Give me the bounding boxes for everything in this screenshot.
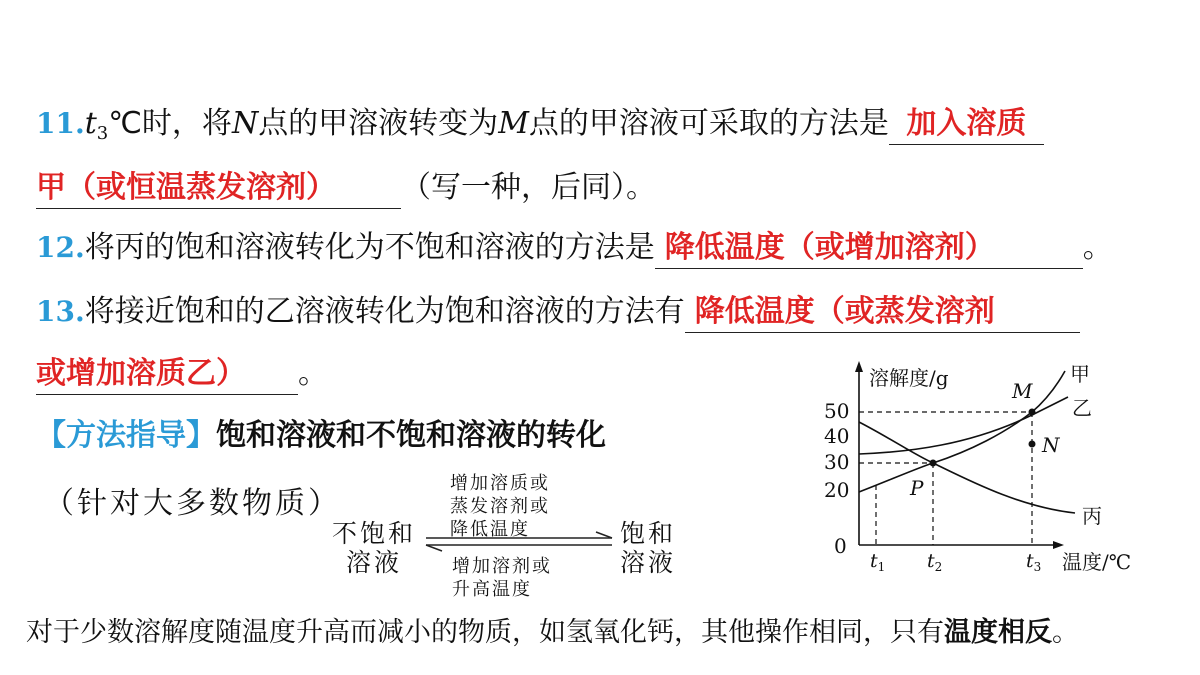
point-p-label: P (910, 476, 924, 500)
q11-line2 (36, 168, 656, 209)
note-end: 。 (1052, 617, 1079, 648)
q11-point-n: N (231, 106, 259, 141)
q11-text-2: 点的甲溶液转变为 (258, 106, 499, 141)
point-n-label: N (1042, 433, 1060, 457)
saturated-label-2: 溶液 (620, 548, 677, 577)
backward-condition-2: 升高温度 (452, 579, 532, 600)
backward-arrow-head (426, 545, 442, 551)
y-axis-arrow (855, 361, 863, 372)
point-m-label: M (1012, 379, 1033, 403)
q12-number: 12. (36, 231, 85, 264)
x-tick-t1: $t_1$ (870, 550, 886, 574)
q11-answer-1: 加入溶质 (889, 104, 1044, 145)
q11-answer-2: 甲（或恒温蒸发溶剂） (36, 168, 401, 209)
method-heading (36, 416, 606, 456)
y-tick-30: 30 (824, 450, 850, 474)
q13-text: 将接近饱和的乙溶液转化为饱和溶液的方法有 (84, 294, 685, 329)
forward-arrow-head (596, 532, 612, 538)
q11-text-1: ℃时，将 (108, 106, 232, 141)
point-m-marker (1029, 409, 1036, 416)
series-label-bing: 丙 (1082, 504, 1102, 528)
unsaturated-label-1: 不饱和 (332, 519, 417, 548)
q13-number: 13. (36, 295, 85, 328)
q13-answer-2: 或增加溶质乙） (36, 354, 298, 395)
q13-line2 (36, 354, 328, 395)
q11-tail: （写一种，后同）。 (401, 170, 656, 205)
q12-answer: 降低温度（或增加溶剂） (655, 228, 1083, 269)
q11-point-m: M (498, 106, 529, 141)
saturated-label-1: 饱和 (620, 519, 677, 548)
x-axis-label: 温度/℃ (1062, 550, 1132, 574)
point-n-marker (1029, 441, 1036, 448)
q11-temp-var: $t_3$ (84, 106, 109, 144)
y-tick-40: 40 (824, 424, 850, 448)
forward-condition-3: 降低温度 (450, 519, 530, 540)
q12-line (36, 228, 1113, 269)
conversion-arrows (420, 530, 620, 554)
note-emphasis: 温度相反 (944, 617, 1052, 648)
x-tick-t2: $t_2$ (927, 550, 943, 574)
forward-condition-1: 增加溶质或 (450, 473, 550, 494)
curve-yi (859, 397, 1068, 454)
y-tick-50: 50 (824, 399, 850, 423)
q11-number: 11. (36, 107, 85, 140)
method-tag: 【方法指导】 (36, 418, 216, 453)
q13-line1 (36, 292, 1080, 333)
method-scope: （针对大多数物质） (44, 486, 341, 521)
q11-text-3: 点的甲溶液可采取的方法是 (528, 106, 889, 141)
series-label-jia: 甲 (1070, 362, 1090, 386)
origin-label: 0 (834, 534, 847, 558)
backward-condition-1: 增加溶剂或 (452, 556, 552, 577)
series-label-yi: 乙 (1072, 396, 1092, 420)
method-title: 饱和溶液和不饱和溶液的转化 (216, 418, 606, 453)
solubility-chart (820, 355, 1180, 583)
x-tick-t3: $t_3$ (1026, 550, 1042, 574)
note-text: 对于少数溶解度随温度升高而减小的物质，如氢氧化钙，其他操作相同，只有 (26, 617, 944, 648)
q12-text: 将丙的饱和溶液转化为不饱和溶液的方法是 (84, 230, 655, 265)
point-p-marker (930, 460, 937, 467)
y-axis-label: 溶解度/g (869, 366, 949, 390)
x-axis-arrow (1053, 541, 1064, 549)
note-line (26, 610, 1079, 649)
unsaturated-label-2: 溶液 (346, 548, 403, 577)
q12-end: 。 (1082, 230, 1113, 265)
q13-end: 。 (298, 356, 328, 391)
y-tick-20: 20 (824, 478, 850, 502)
q13-answer-1: 降低温度（或蒸发溶剂 (685, 292, 1080, 333)
q11-line1 (36, 104, 1044, 154)
forward-condition-2: 蒸发溶剂或 (450, 496, 550, 517)
